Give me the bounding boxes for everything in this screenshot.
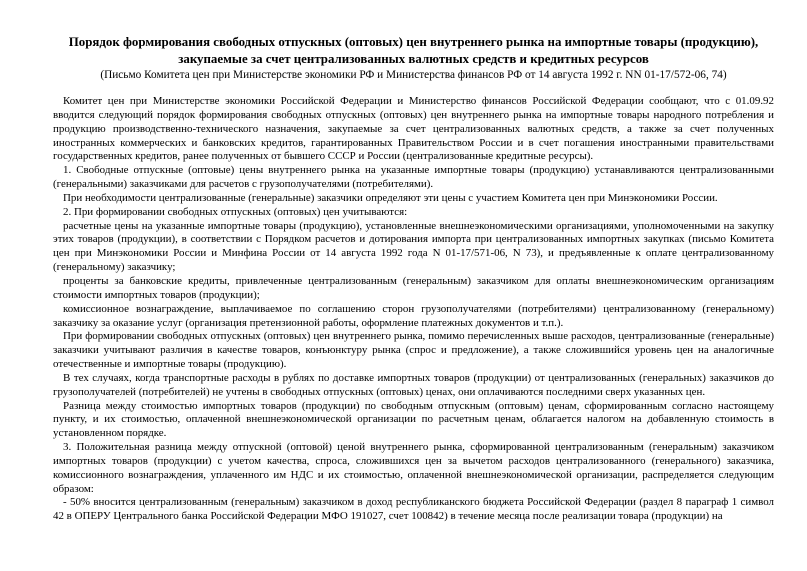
paragraph: В тех случаях, когда транспортные расходы в рублях по доставке импортных товаров (продукции) от централизованных (генеральных) заказчиков до грузополучателей (потребителей) не учтены в свободных отпускных (оптовых) ценах, они оплачиваются последними сверх указанных цен.	[53, 371, 774, 398]
paragraph: комиссионное вознаграждение, выплачиваемое по соглашению сторон грузополучателями (потребителями) централизованному (генеральному) заказчику за оказание услуг (организация претензионной работы, оформление платежных документов и т.п.).	[53, 302, 774, 329]
paragraph-intro: Комитет цен при Министерстве экономики Российской Федерации и Министерство финансов Российской Федерации сообщают, что с 01.09.92 вводится следующий порядок формирования свободных отпускных (оптовых) цен внутреннего рынка на импортные товары народного потребления и продукцию производственно-технического назначения, закупаемые за счет централизованных валютных средств, а также за счет полученных иностранных коммерческих и банковских кредитов, гарантированных Правительством России и в счет погашения иностранными правительствами государственных кредитов, ранее полученных от бывшего СССР и России (централизованные кредитные ресурсы).	[53, 95, 774, 163]
paragraph: расчетные цены на указанные импортные товары (продукцию), установленные внешнеэкономическими организациями, уполномоченными на закупку этих товаров (продукции), в соответствии с Порядком расчетов и дотирования импорта при централизованных импортных закупках (письмо Комитета цен при Минэкономики России и Минфина России от 14 августа 1992 года N 01-17/571-06, N 73), и предъявленные к оплате централизованному (генеральному) заказчику;	[53, 219, 774, 274]
document-title-line-1: Порядок формирования свободных отпускных (оптовых) цен внутреннего рынка на импортные товары (продукцию),	[68, 35, 759, 49]
paragraph: При формировании свободных отпускных (оптовых) цен внутреннего рынка, помимо перечисленных выше расходов, централизованные (генеральные) заказчики учитывают различия в качестве товаров, конъюнктуру рынка (спрос и предложение), а также сложившийся уровень цен на аналогичные отечественные и импортные товары (продукцию).	[53, 330, 774, 371]
document-header	[53, 34, 774, 82]
paragraph: - 50% вносится централизованным (генеральным) заказчиком в доход республиканского бюджета Российской Федерации (раздел 8 параграф 1 символ 42 в ОПЕРУ Центрального банка Российской Федерации МФО 191027, счет 100842) в течение месяца после реализации товара (продукции) на	[53, 496, 774, 523]
paragraph-item-1: 1. Свободные отпускные (оптовые) цены внутреннего рынка на указанные импортные товары (продукцию) устанавливаются централизованными (генеральными) заказчиками для расчетов с грузополучателями (потребителями).	[53, 164, 774, 191]
document-subtitle: (Письмо Комитета цен при Министерстве экономики РФ и Министерства финансов РФ от 14 августа 1992 г. NN 01-17/572-06, 74)	[100, 69, 727, 81]
document-body	[53, 95, 774, 524]
document-title-line-2: закупаемые за счет централизованных валютных средств и кредитных ресурсов	[178, 52, 649, 66]
paragraph-item-2: 2. При формировании свободных отпускных (оптовых) цен учитываются:	[63, 205, 408, 218]
paragraph: Разница между стоимостью импортных товаров (продукции) по свободным отпускным (оптовым) ценам, сформированным согласно настоящему пункту, и их стоимостью, оплаченной внешнеэкономической организации по расчетным ценам, облагается налогом на добавленную стоимость в установленном порядке.	[53, 399, 774, 440]
paragraph: проценты за банковские кредиты, привлеченные централизованным (генеральным) заказчиком для оплаты внешнеэкономическим организациям стоимости импортных товаров (продукции);	[53, 274, 774, 301]
paragraph: При необходимости централизованные (генеральные) заказчики определяют эти цены с участием Комитета цен при Минэкономики России.	[63, 191, 718, 204]
paragraph-item-3: 3. Положительная разница между отпускной (оптовой) ценой внутреннего рынка, сформированной централизованным (генеральным) заказчиком импортных товаров (продукции) с учетом качества, спроса, сложившихся цен за вычетом расходов централизованного (генерального) заказчика, комиссионного вознаграждения, уплаченного им НДС и их стоимостью, оплаченной внешнеэкономической организации, распределяется следующим образом:	[53, 441, 774, 495]
